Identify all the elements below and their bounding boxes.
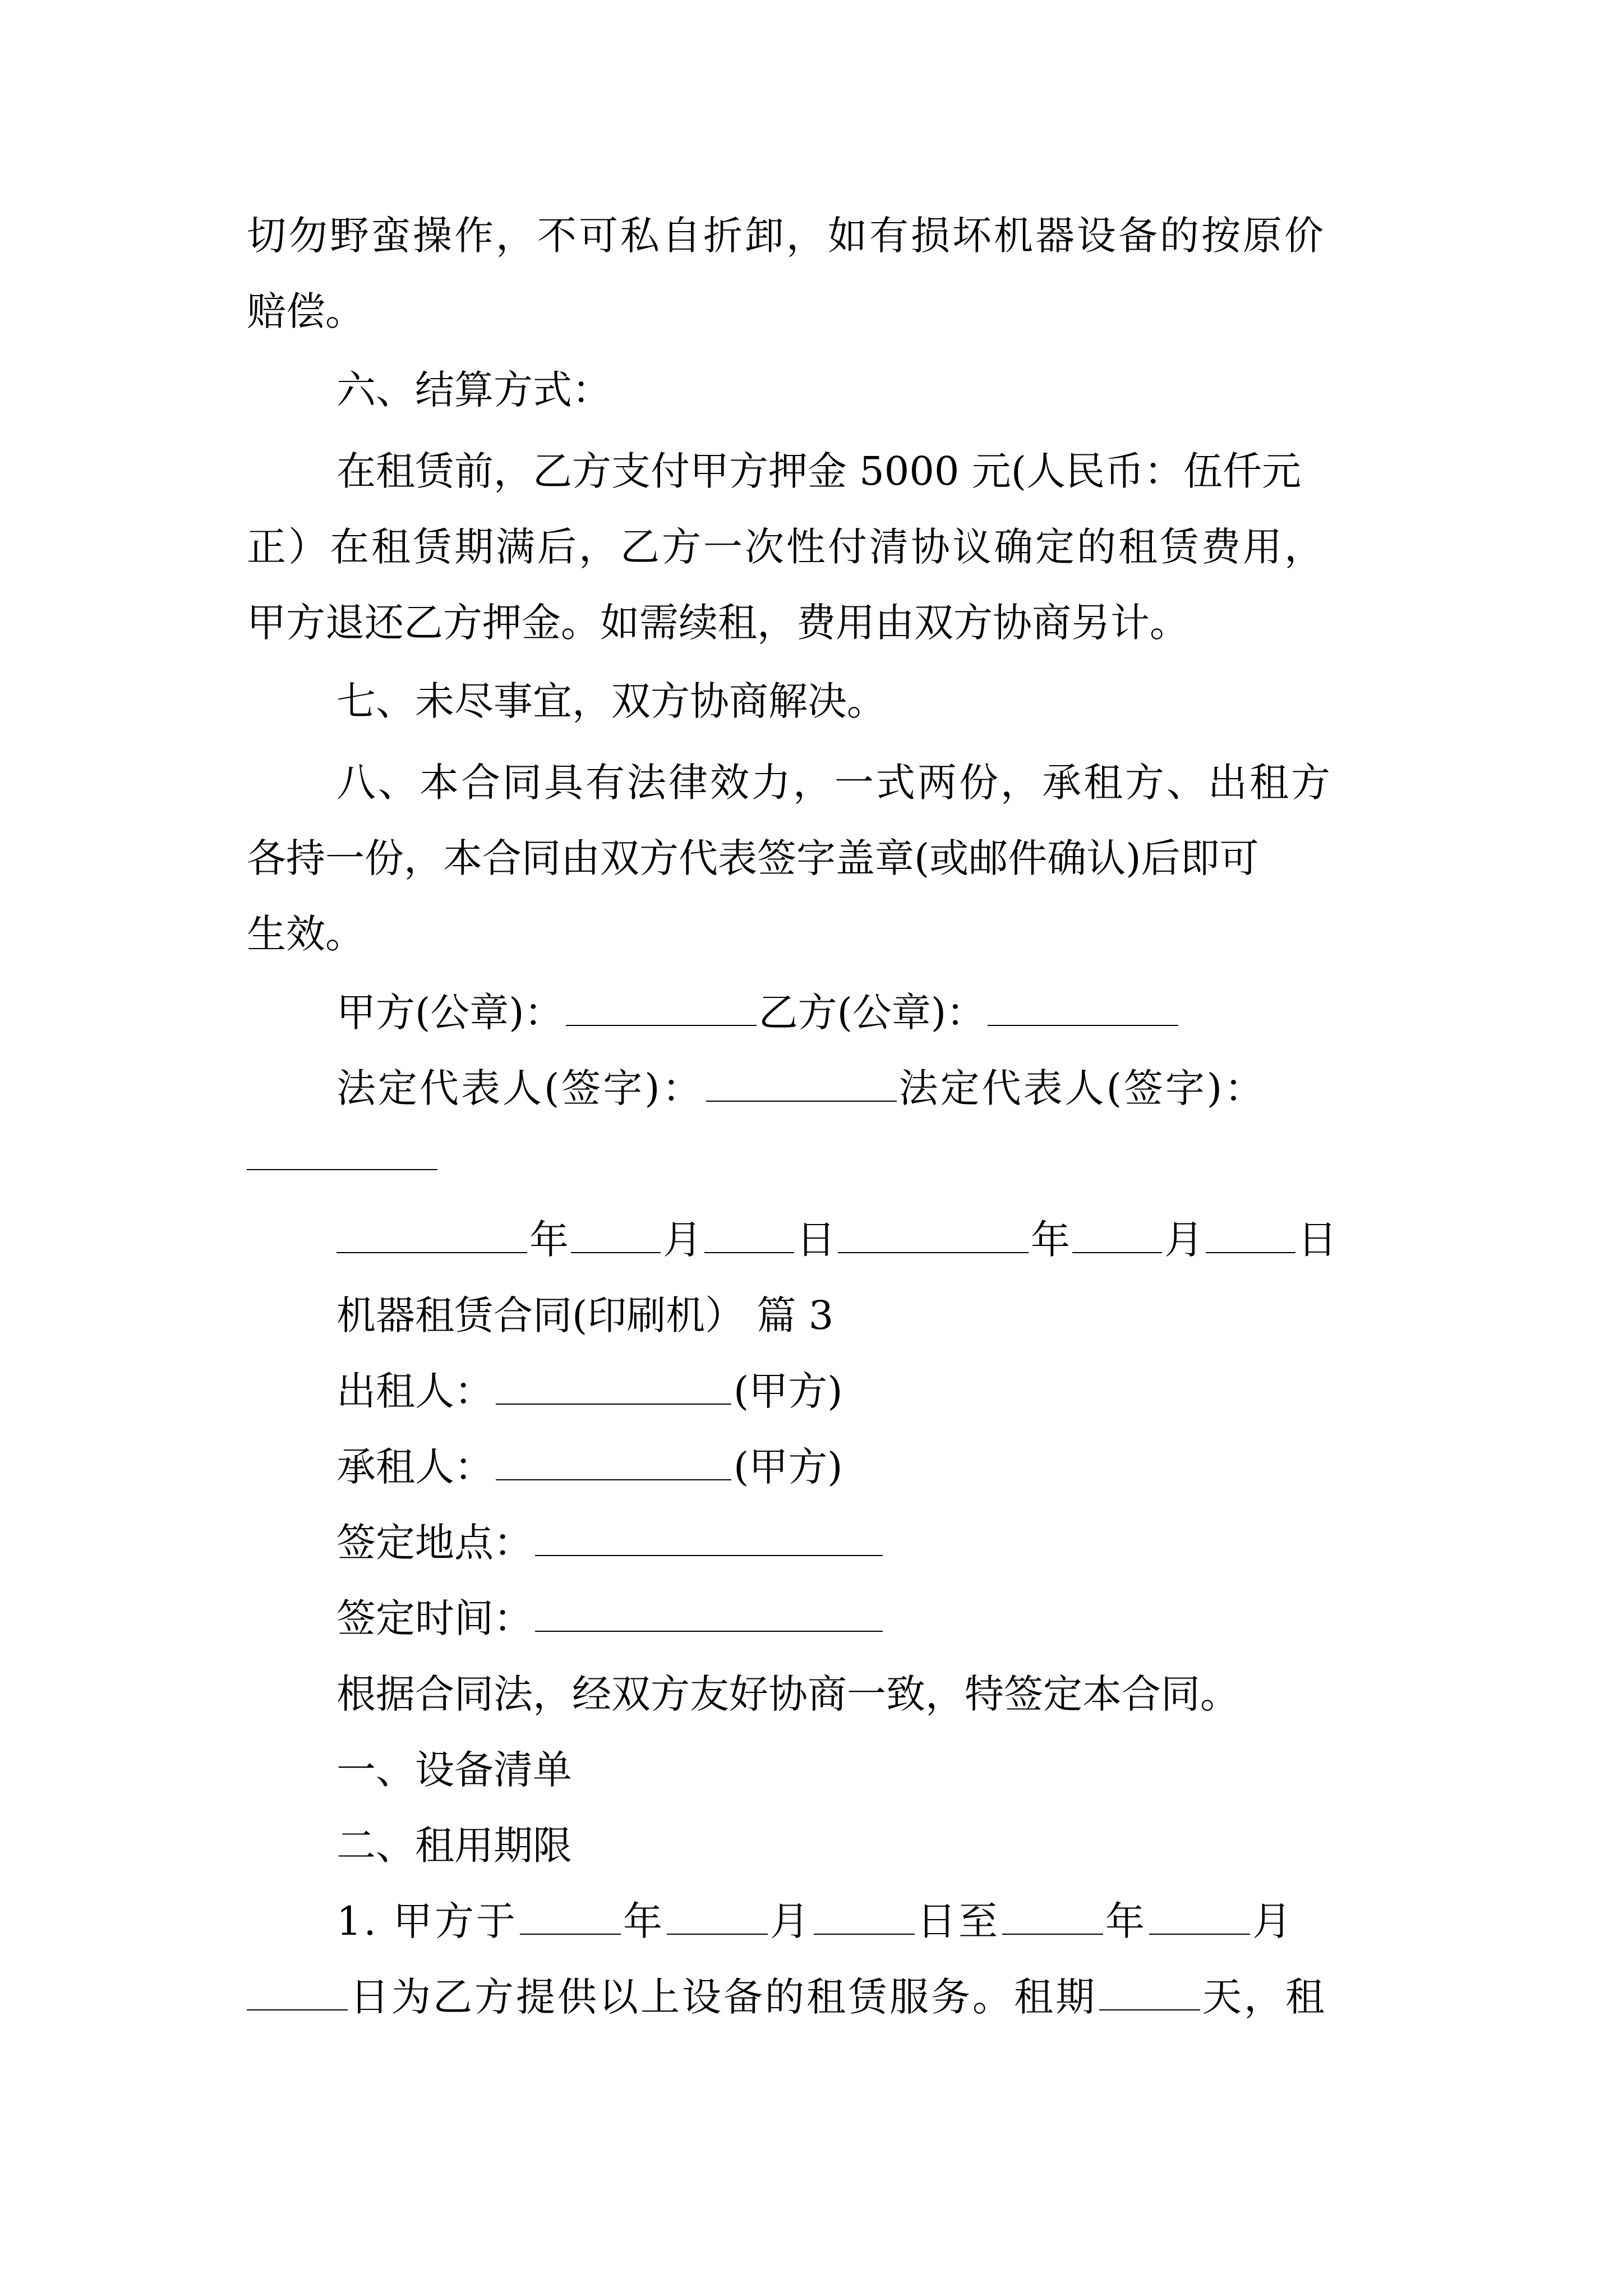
year-label: 年 [529,1217,569,1263]
term-cont-text: 日为乙方提供以上设备的租赁服务。租期 [350,1974,1097,2020]
section-heading: 一、设备清单 [336,1747,572,1793]
representative-line [336,1060,1266,1116]
paragraph-line: 甲方退还乙方押金。如需续租，费用由双方协商另计。 [247,600,1189,646]
date-a-day-blank[interactable] [704,1215,794,1253]
place-line [336,1515,885,1571]
term-start-year-blank[interactable] [520,1897,621,1935]
month-label: 月 [663,1217,702,1263]
month-label: 月 [1164,1217,1204,1263]
term-month-label: 月 [770,1898,812,1944]
time-label: 签定时间： [336,1595,533,1641]
term-cont-line [247,1969,1327,2025]
date-a-month-blank[interactable] [571,1215,661,1253]
lessor-label: 出租人： [336,1368,494,1414]
term-start-day-blank[interactable] [814,1897,915,1935]
rep-a-label: 法定代表人(签字)： [336,1065,704,1111]
lessee-label: 承租人： [336,1444,494,1490]
lessee-line [336,1439,843,1495]
day-label: 日 [1298,1217,1337,1263]
term-day-to-label: 日至 [917,1898,1000,1944]
term-days-text: 天，租 [1202,1974,1327,2020]
party-a-seal-label: 甲方(公章)： [336,990,564,1036]
party-b-seal-blank[interactable] [988,988,1178,1026]
place-label: 签定地点： [336,1520,533,1566]
intro-line: 根据合同法，经双方友好协商一致，特签定本合同。 [336,1671,1239,1717]
section-title: 机器租赁合同(印刷机） 篇 3 [336,1292,834,1338]
term-month2-label: 月 [1252,1898,1294,1944]
party-b-seal-label: 乙方(公章)： [758,990,986,1036]
term-year2-label: 年 [1105,1898,1147,1944]
term-prefix: 1. 甲方于 [336,1898,518,1944]
date-line [336,1212,1337,1268]
term-days-blank[interactable] [1099,1972,1200,2010]
year-label: 年 [1031,1217,1070,1263]
section-heading: 七、未尽事宜，双方协商解决。 [336,678,886,724]
section-heading: 二、租用期限 [336,1823,572,1869]
term-end-year-blank[interactable] [1002,1897,1103,1935]
term-line [336,1893,1294,1949]
rep-a-blank[interactable] [706,1064,897,1102]
place-blank[interactable] [535,1518,883,1556]
time-blank[interactable] [535,1594,883,1632]
date-b-month-blank[interactable] [1072,1215,1162,1253]
term-end-month-blank[interactable] [1149,1897,1250,1935]
day-label: 日 [796,1217,836,1263]
date-b-day-blank[interactable] [1206,1215,1295,1253]
paragraph-line: 各持一份，本合同由双方代表签字盖章(或邮件确认)后即可 [247,835,1259,881]
paragraph-line: 在租赁前，乙方支付甲方押金 5000 元(人民币：伍仟元 [336,448,1301,494]
paragraph-line: 八、本合同具有法律效力，一式两份，承租方、出租方 [336,760,1332,806]
paragraph-line: 切勿野蛮操作，不可私自折卸，如有损坏机器设备的按原价 [247,213,1326,259]
term-start-month-blank[interactable] [667,1897,768,1935]
paragraph-line: 生效。 [247,911,365,957]
paragraph-line: 正）在租赁期满后，乙方一次性付清协议确定的租赁费用， [247,524,1326,570]
lessee-role: (甲方) [734,1444,843,1490]
rep-b-label: 法定代表人(签字)： [898,1065,1266,1111]
party-a-seal-blank[interactable] [566,988,757,1026]
paragraph-line: 赔偿。 [247,288,365,334]
time-line [336,1590,885,1646]
lessee-blank[interactable] [496,1442,731,1480]
section-heading: 六、结算方式： [336,367,611,413]
rep-b-blank[interactable] [247,1169,437,1170]
lessor-blank[interactable] [496,1366,731,1405]
lessor-line [336,1363,843,1419]
term-end-day-blank[interactable] [247,1972,348,2010]
seal-line [336,984,1181,1041]
term-year-label: 年 [623,1898,665,1944]
date-b-year-blank[interactable] [838,1215,1029,1253]
date-a-year-blank[interactable] [336,1215,527,1253]
lessor-role: (甲方) [734,1368,843,1414]
